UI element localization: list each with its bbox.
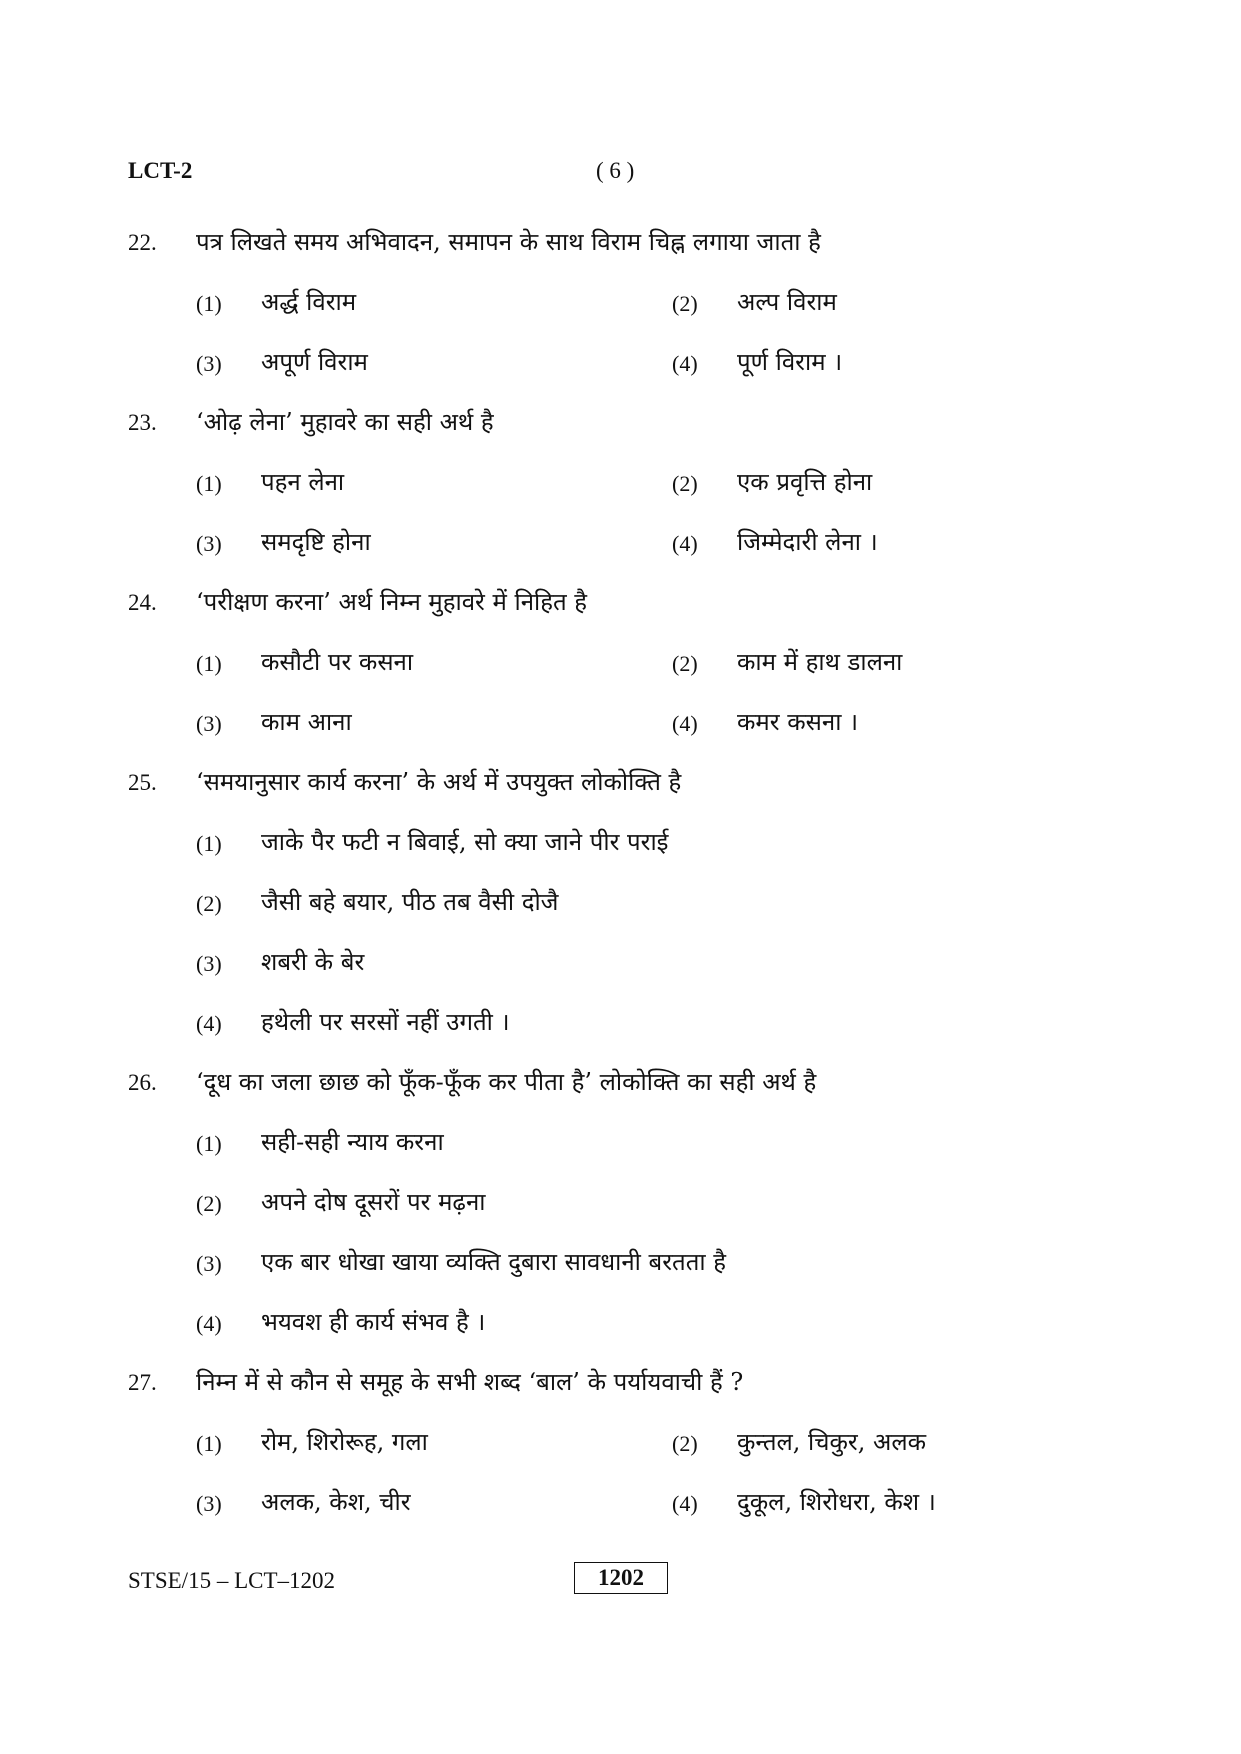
option-text: अपूर्ण विराम xyxy=(261,348,368,376)
option-number: (2) xyxy=(196,1191,222,1216)
option-number: (4) xyxy=(196,1011,222,1036)
question-text: निम्न में से कौन से समूह के सभी शब्द ‘बाल’ के पर्यायवाची हैं ? xyxy=(196,1368,744,1396)
question-number: 26. xyxy=(128,1070,157,1095)
option-number: (2) xyxy=(672,291,698,316)
option-number: (1) xyxy=(196,1431,222,1456)
footer-code-box: 1202 xyxy=(574,1562,668,1594)
option-text: हथेली पर सरसों नहीं उगती । xyxy=(261,1008,510,1036)
question-number: 23. xyxy=(128,410,157,435)
option-number: (2) xyxy=(196,891,222,916)
option-text: एक बार धोखा खाया व्यक्ति दुबारा सावधानी बरतता है xyxy=(261,1248,726,1276)
option-number: (3) xyxy=(196,1491,222,1516)
option-number: (3) xyxy=(196,951,222,976)
option-text: काम में हाथ डालना xyxy=(737,648,903,676)
question-text: ‘परीक्षण करना’ अर्थ निम्न मुहावरे में निहित है xyxy=(196,588,588,616)
question-text: पत्र लिखते समय अभिवादन, समापन के साथ विराम चिह्न लगाया जाता है xyxy=(196,228,821,256)
option-text: कमर कसना । xyxy=(737,708,859,736)
option-text: सही-सही न्याय करना xyxy=(261,1128,444,1156)
option-number: (1) xyxy=(196,831,222,856)
option-text: दुकूल, शिरोधरा, केश । xyxy=(737,1488,936,1516)
option-text: जाके पैर फटी न बिवाई, सो क्या जाने पीर पराई xyxy=(261,828,669,856)
question-number: 22. xyxy=(128,230,157,255)
paper-code: LCT-2 xyxy=(128,158,193,183)
question-number: 27. xyxy=(128,1370,157,1395)
option-number: (1) xyxy=(196,651,222,676)
option-number: (4) xyxy=(672,1491,698,1516)
question-text: ‘ओढ़ लेना’ मुहावरे का सही अर्थ है xyxy=(196,408,494,436)
option-text: पूर्ण विराम । xyxy=(737,348,843,376)
option-text: एक प्रवृत्ति होना xyxy=(737,468,873,496)
option-number: (3) xyxy=(196,351,222,376)
option-text: पहन लेना xyxy=(261,468,345,496)
option-text: भयवश ही कार्य संभव है । xyxy=(261,1308,486,1336)
option-text: रोम, शिरोरूह, गला xyxy=(261,1428,428,1456)
option-number: (1) xyxy=(196,1131,222,1156)
option-number: (2) xyxy=(672,651,698,676)
option-text: समदृष्टि होना xyxy=(261,528,371,556)
option-text: अल्प विराम xyxy=(737,288,837,316)
option-number: (3) xyxy=(196,531,222,556)
question-text: ‘दूध का जला छाछ को फूँक-फूँक कर पीता है’ लोकोक्ति का सही अर्थ है xyxy=(196,1068,817,1096)
option-text: अपने दोष दूसरों पर मढ़ना xyxy=(261,1188,486,1216)
question-number: 25. xyxy=(128,770,157,795)
question-number: 24. xyxy=(128,590,157,615)
option-number: (1) xyxy=(196,291,222,316)
option-text: अलक, केश, चीर xyxy=(261,1488,411,1516)
option-number: (4) xyxy=(672,711,698,736)
footer-paper-code: STSE/15 – LCT–1202 xyxy=(128,1568,336,1593)
option-text: जैसी बहे बयार, पीठ तब वैसी दोजै xyxy=(261,888,559,916)
question-text: ‘समयानुसार कार्य करना’ के अर्थ में उपयुक्त लोकोक्ति है xyxy=(196,768,682,796)
option-number: (3) xyxy=(196,1251,222,1276)
option-text: काम आना xyxy=(261,708,352,736)
option-text: कुन्तल, चिकुर, अलक xyxy=(737,1428,927,1456)
option-number: (1) xyxy=(196,471,222,496)
option-number: (4) xyxy=(672,531,698,556)
option-text: जिम्मेदारी लेना । xyxy=(737,528,878,556)
option-number: (2) xyxy=(672,471,698,496)
option-number: (3) xyxy=(196,711,222,736)
option-number: (2) xyxy=(672,1431,698,1456)
option-text: कसौटी पर कसना xyxy=(261,648,414,676)
page-number: ( 6 ) xyxy=(596,158,635,183)
option-number: (4) xyxy=(196,1311,222,1336)
option-number: (4) xyxy=(672,351,698,376)
option-text: शबरी के बेर xyxy=(261,948,365,976)
option-text: अर्द्ध विराम xyxy=(261,288,357,316)
